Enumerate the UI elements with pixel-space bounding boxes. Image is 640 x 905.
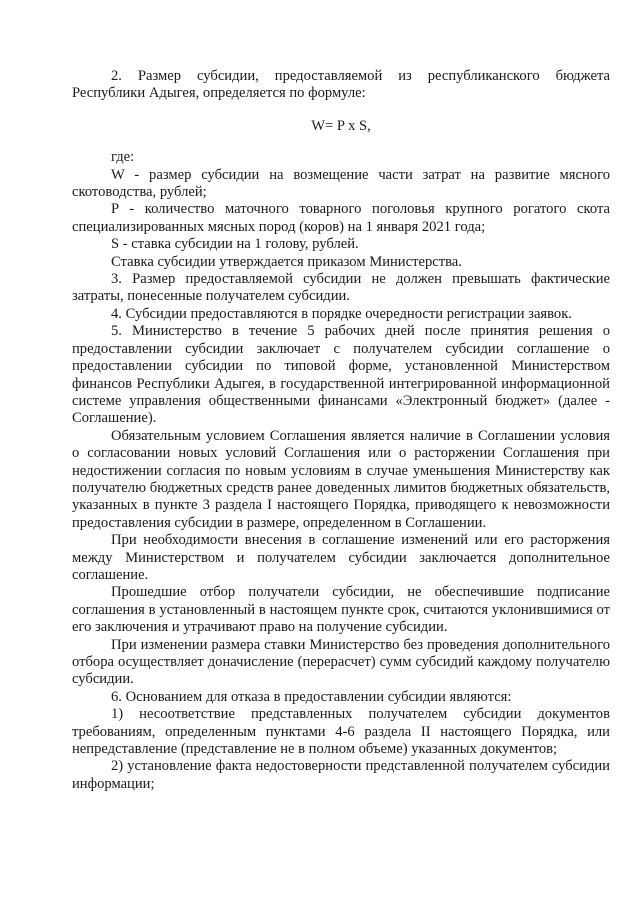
agreement-amendment-text: При необходимости внесения в соглашение изменений или его расторжения между Министерством и получателем субсидии заключается дополнительное соглашение. — [72, 532, 610, 583]
refusal-reason-1: 1) несоответствие представленных получателем субсидии документов требованиям, определенным пунктами 4-6 раздела II настоящего Порядка, или непредставление (представление не в полном объеме) указанных документов; — [72, 706, 610, 758]
paragraph-item-3: 3. Размер предоставляемой субсидии не должен превышать фактические затраты, понесенные получателем субсидии. — [72, 271, 610, 305]
definition-w: W - размер субсидии на возмещение части затрат на развитие мясного скотоводства, рублей; — [72, 166, 610, 201]
formula-where-label: где: — [111, 149, 135, 166]
agreement-evasion-text: Прошедшие отбор получатели субсидии, не обеспечившие подписание соглашения в установленный в настоящем пункте срок, считаются уклонившимися от его заключения и утрачивают право на получение субсидии. — [72, 584, 610, 636]
paragraph-item-6: 6. Основанием для отказа в предоставлении субсидии являются: — [111, 688, 512, 705]
agreement-condition-text: Обязательным условием Соглашения является наличие в Соглашении условия о согласовании новых условий Соглашения или о расторжении Соглашения при недостижении согласия по новым условиям в случае уменьшения Министерству как получателю бюджетных средств ранее доведенных лимитов бюджетных обязательств, указанных в пункте 3 раздела I настоящего Порядка, приводящего к невозможности предоставления субсидии в размере, определенном в Соглашении. — [72, 427, 610, 531]
paragraph-item-2: 2. Размер субсидии, предоставляемой из республиканского бюджета Республики Адыгея, определяется по формуле: — [72, 68, 610, 102]
definition-p: P - количество маточного товарного поголовья крупного рогатого скота специализированных мясных пород (коров) на 1 января 2021 года; — [72, 201, 610, 235]
definition-s: S - ставка субсидии на 1 голову, рублей. — [111, 236, 359, 253]
refusal-reason-2: 2) установление факта недостоверности представленной получателем субсидии информации; — [72, 758, 610, 792]
rate-approval-text: Ставка субсидии утверждается приказом Министерства. — [111, 253, 462, 270]
paragraph-item-4: 4. Субсидии предоставляются в порядке очередности регистрации заявок. — [111, 305, 572, 322]
paragraph-item-5: 5. Министерство в течение 5 рабочих дней после принятия решения о предоставлении субсидии заключает с получателем субсидии соглашение о предоставлении субсидии по типовой форме, установленной Министерством финансов Республики Адыгея, в государственной интегрированной информационной системе управления общественными финансами «Электронный бюджет» (далее - Соглашение). — [72, 323, 610, 427]
rate-change-text: При изменении размера ставки Министерство без проведения дополнительного отбора осуществляет доначисление (перерасчет) сумм субсидий каждому получателю субсидии. — [72, 636, 610, 688]
document-page — [72, 68, 610, 793]
subsidy-formula: W= P x S, — [311, 117, 371, 134]
